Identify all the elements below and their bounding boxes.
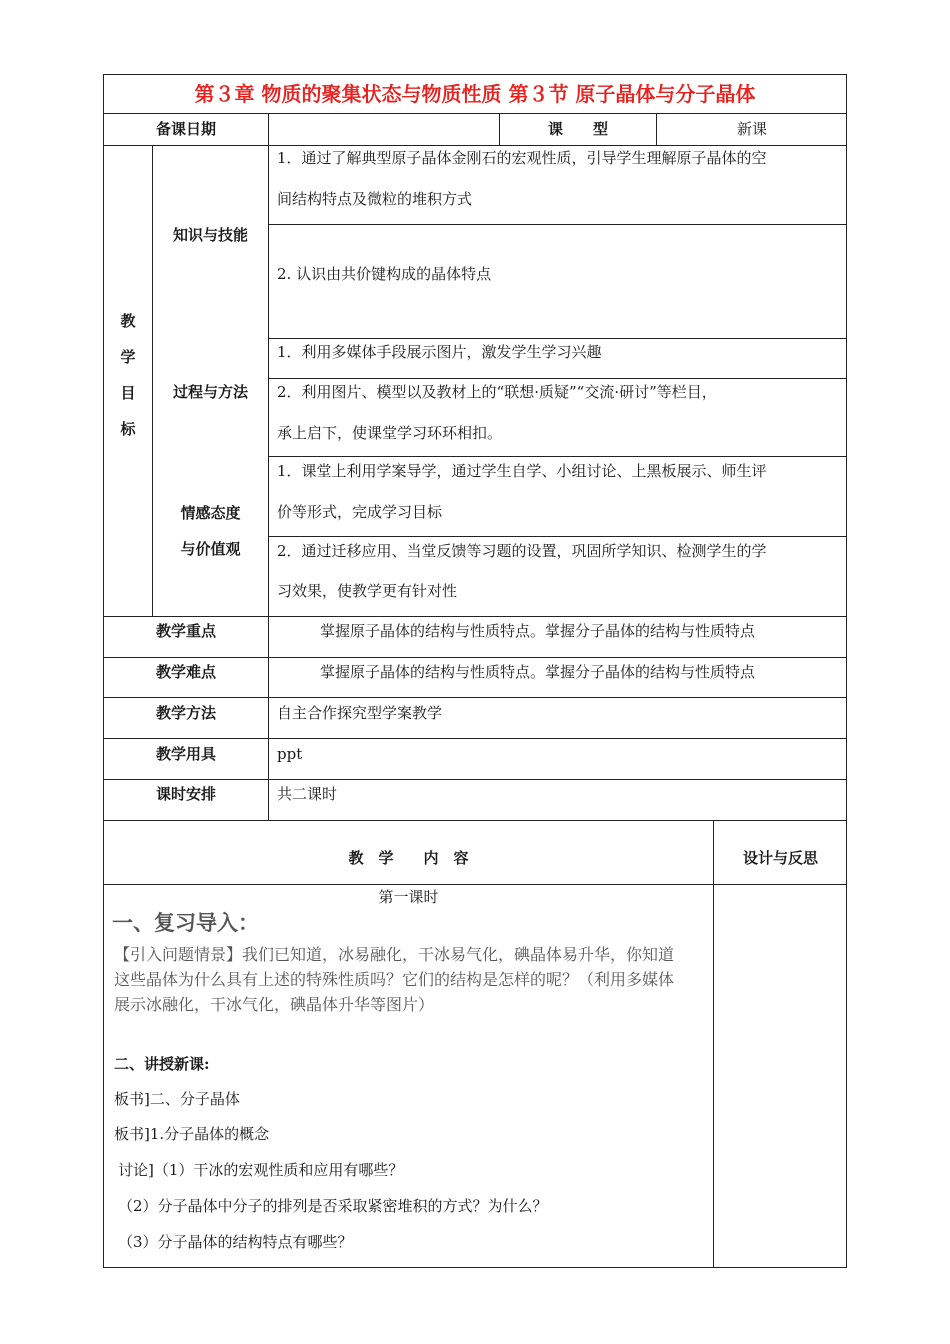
date-label: 备课日期 <box>155 120 216 138</box>
schedule-label: 课时安排 <box>155 785 216 803</box>
knowledge-label: 知识与技能 <box>172 226 248 244</box>
section-review-heading: 一、复习导入： <box>112 911 259 935</box>
rule-tools-bottom <box>103 779 847 780</box>
method-value: 自主合作探究型学案教学 <box>277 704 443 722</box>
objectives-side-char-3: 目 <box>120 384 136 402</box>
difficulty-label: 教学难点 <box>155 663 216 681</box>
rule-objectives-bottom <box>103 616 847 617</box>
key-point-label: 教学重点 <box>155 622 216 640</box>
schedule-value: 共二课时 <box>277 785 338 803</box>
reflection-header: 设计与反思 <box>742 849 818 867</box>
emotion-item1-line1: 1．课堂上利用学案导学，通过学生自学、小组讨论、上黑板展示、师生评 <box>277 462 767 480</box>
tools-value: ppt <box>277 745 303 763</box>
intro-line-2: 这些晶体为什么具有上述的特殊性质吗？它们的结构是怎样的呢？（利用多媒体 <box>114 970 675 989</box>
knowledge-item1-line2: 间结构特点及微粒的堆积方式 <box>277 190 473 208</box>
objectives-side-char-2: 学 <box>120 348 136 366</box>
process-label: 过程与方法 <box>172 383 248 401</box>
emotion-item1-line2: 价等形式，完成学习目标 <box>277 503 443 521</box>
process-item2-line2: 承上启下，使课堂学习环环相扣。 <box>277 424 503 442</box>
rule-process-bottom <box>268 456 847 457</box>
objectives-side-char-1: 教 <box>120 312 136 330</box>
rule-date-value-left <box>268 113 269 146</box>
discussion-question-2: （2）分子晶体中分子的排列是否采取紧密堆积的方式？为什么？ <box>118 1197 548 1215</box>
emotion-item2-line1: 2．通过迁移应用、当堂反馈等习题的设置，巩固所学知识、检测学生的学 <box>277 542 767 560</box>
board-note-1: 板书]二、分子晶体 <box>114 1090 240 1108</box>
method-label: 教学方法 <box>155 704 216 722</box>
rule-header-bottom <box>103 145 847 146</box>
rule-key-bottom <box>103 657 847 658</box>
rule-schedule-bottom <box>103 820 847 821</box>
rule-knowledge-bottom <box>268 338 847 339</box>
intro-line-1: 【引入问题情景】我们已知道，冰易融化，干冰易气化，碘晶体易升华，你知道 <box>114 945 675 964</box>
knowledge-item2: 2. 认识由共价键构成的晶体特点 <box>277 265 492 283</box>
process-item1: 1．利用多媒体手段展示图片，激发学生学习兴趣 <box>277 343 602 361</box>
rule-knowledge-mid <box>268 224 847 225</box>
content-header: 教 学 内 容 <box>348 849 469 867</box>
rule-content-header-bottom <box>103 884 847 885</box>
objectives-side-char-4: 标 <box>120 420 136 438</box>
rule-objective-label-right <box>268 145 269 821</box>
rule-emotion-mid <box>268 536 847 537</box>
rule-reflection-left <box>713 820 714 1268</box>
discussion-question-3: （3）分子晶体的结构特点有哪些？ <box>118 1233 353 1251</box>
board-note-2: 板书]1.分子晶体的概念 <box>114 1125 270 1143</box>
rule-difficulty-bottom <box>103 697 847 698</box>
emotion-item2-line2: 习效果，使教学更有针对性 <box>277 582 458 600</box>
emotion-label-line1: 情感态度 <box>180 504 241 522</box>
knowledge-item1-line1: 1．通过了解典型原子晶体金刚石的宏观性质，引导学生理解原子晶体的空 <box>277 149 767 167</box>
intro-line-3: 展示冰融化，干冰气化，碘晶体升华等图片） <box>114 995 435 1014</box>
period-label: 第一课时 <box>378 888 439 906</box>
tools-label: 教学用具 <box>155 745 216 763</box>
page-title: 第３章 物质的聚集状态与物质性质 第３节 原子晶体与分子晶体 <box>194 82 756 106</box>
difficulty-value: 掌握原子晶体的结构与性质特点。掌握分子晶体的结构与性质特点 <box>320 663 756 681</box>
type-label: 课 型 <box>547 120 608 138</box>
rule-method-bottom <box>103 738 847 739</box>
process-item2-line1: 2．利用图片、模型以及教材上的“联想·质疑”“交流·研讨”等栏目， <box>277 383 717 401</box>
rule-process-mid <box>268 378 847 379</box>
emotion-label-line2: 与价值观 <box>180 540 241 558</box>
key-point-value: 掌握原子晶体的结构与性质特点。掌握分子晶体的结构与性质特点 <box>320 622 756 640</box>
type-value: 新课 <box>736 120 767 138</box>
discussion-question-1: 讨论]（1）干冰的宏观性质和应用有哪些？ <box>118 1161 404 1179</box>
section-new-lesson-heading: 二、讲授新课: <box>114 1055 210 1073</box>
